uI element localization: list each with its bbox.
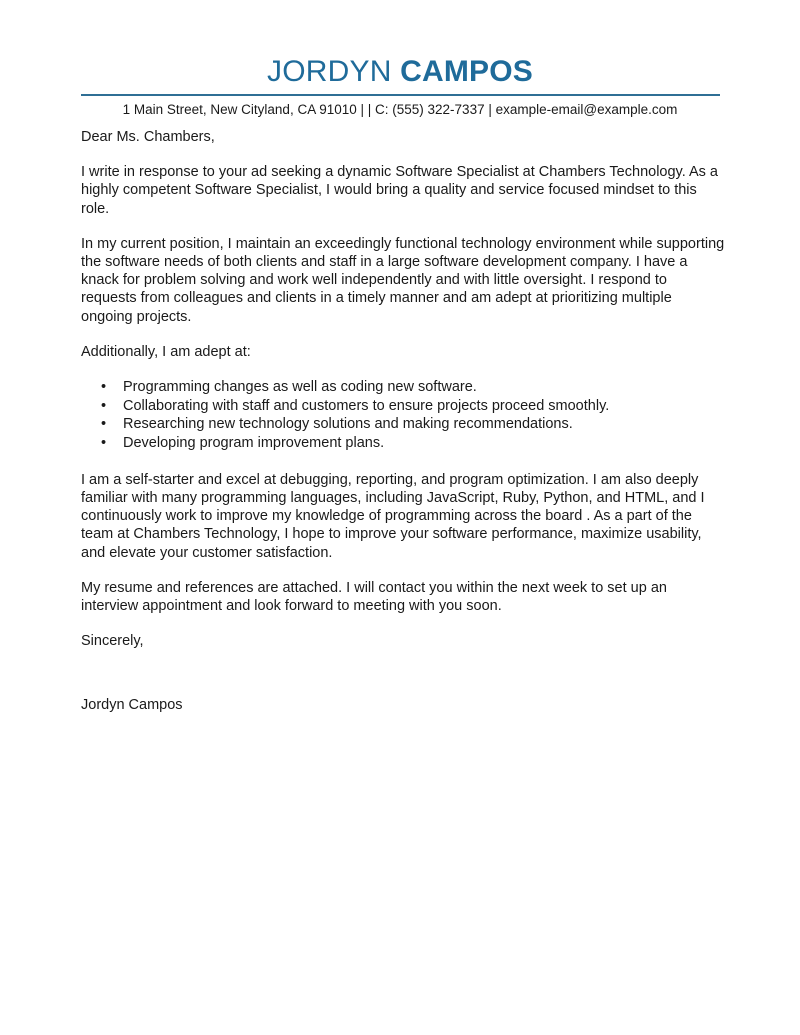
first-name: JORDYN <box>267 55 392 88</box>
closing: Sincerely, <box>81 633 144 650</box>
skills-list <box>81 378 726 453</box>
bullet-icon: • <box>101 416 107 433</box>
paragraph-adept-intro: Additionally, I am adept at: <box>81 343 251 360</box>
list-item-text: Collaborating with staff and customers to ensure projects proceed smoothly. <box>123 397 610 414</box>
list-item-text: Developing program improvement plans. <box>123 435 385 452</box>
bullet-icon: • <box>101 379 107 396</box>
last-name: CAMPOS <box>400 55 533 88</box>
letter-body <box>81 128 726 715</box>
bullet-icon: • <box>101 435 107 452</box>
signature: Jordyn Campos <box>81 697 183 714</box>
paragraph-intro: I write in response to your ad seeking a dynamic Software Specialist at Chambers Technology. As a highly competent Software Specialist, I would bring a quality and service focused mindset to this role. <box>81 164 718 217</box>
list-item <box>101 378 726 397</box>
paragraph-current-position: In my current position, I maintain an exceedingly functional technology environment while supporting the software needs of both clients and staff in a large software development company. I have a knack for problem solving and work well independently and with little oversight. I respond to requests from colleagues and clients in a timely manner and am adept at prioritizing multiple ongoing projects. <box>81 235 725 325</box>
paragraph-self-starter: I am a self-starter and excel at debugging, reporting, and program optimization. I am also deeply familiar with many programming languages, including JavaScript, Ruby, Python, and HTML, and I continuously work to improve my knowledge of programming across the board . As a part of the team at Chambers Technology, I hope to improve your software performance, maximize usability, and elevate your customer satisfaction. <box>81 471 705 561</box>
salutation: Dear Ms. Chambers, <box>81 129 215 145</box>
applicant-name-heading <box>0 52 800 92</box>
list-item-text: Programming changes as well as coding new software. <box>123 379 477 396</box>
bullet-icon: • <box>101 397 107 414</box>
list-item <box>101 397 726 416</box>
list-item-text: Researching new technology solutions and making recommendations. <box>123 416 573 433</box>
list-item <box>101 434 726 453</box>
header-divider <box>81 94 720 96</box>
list-item <box>101 415 726 434</box>
contact-line: 1 Main Street, New Cityland, CA 91010 | | C: (555) 322-7337 | example-email@example.com <box>122 102 678 117</box>
paragraph-resume-attached: My resume and references are attached. I will contact you within the next week to set up an interview appointment and look forward to meeting with you soon. <box>81 579 667 615</box>
